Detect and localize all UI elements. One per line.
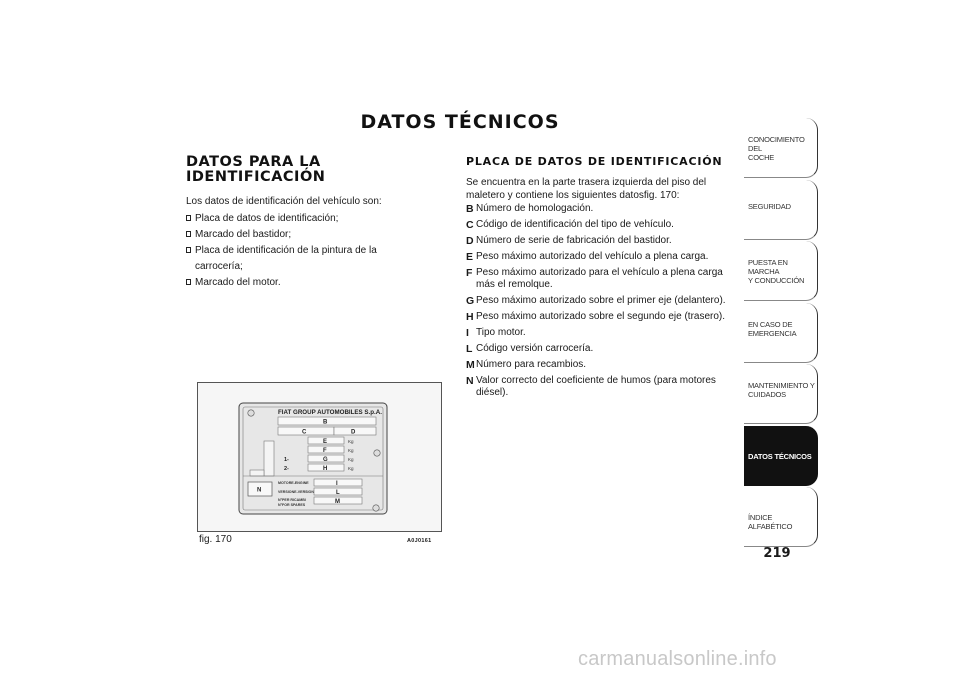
tab-label: DATOS TÉCNICOS: [748, 451, 812, 461]
tab-en-caso-de-emergencia[interactable]: [744, 303, 818, 363]
field-key: E: [466, 251, 474, 263]
section-heading-line1: DATOS PARA LA: [186, 154, 321, 170]
field-key: L: [466, 343, 473, 355]
engine-label: MOTORE-ENGINE: [278, 481, 309, 485]
field-description: Código versión carrocería.: [476, 343, 594, 354]
field-label: B: [323, 419, 328, 426]
identification-plate-section: [466, 155, 726, 403]
section-heading: [186, 155, 426, 185]
tab-puesta-en-marcha[interactable]: [744, 241, 818, 301]
list-item: [466, 267, 726, 295]
list-item: [466, 359, 726, 375]
tab-datos-tecnicos[interactable]: [744, 426, 818, 486]
field-key: M: [466, 359, 475, 371]
tab-label: COCHE: [748, 153, 775, 162]
kg-label: Kg: [348, 466, 354, 471]
plate-field-i: [314, 479, 362, 486]
rivet-icon: [248, 410, 254, 416]
kg-label: Kg: [348, 457, 354, 462]
list-item: [466, 203, 726, 219]
field-description: Peso máximo autorizado sobre el segundo eje (trasero).: [476, 311, 726, 322]
tab-label: CUIDADOS: [748, 390, 786, 399]
plate-fields-list: [466, 203, 726, 403]
spares-label: N°PER RICAMBI: [278, 498, 306, 502]
field-key: G: [466, 295, 475, 307]
tab-label: EN CASO DE: [748, 319, 793, 329]
list-item: [466, 327, 726, 343]
list-item: Marcado del motor.: [186, 275, 426, 291]
list-item: [466, 219, 726, 235]
field-key: B: [466, 203, 474, 215]
list-item: Marcado del bastidor;: [186, 227, 426, 243]
field-label: I: [336, 481, 338, 487]
field-label: D: [351, 429, 356, 436]
field-label: L: [336, 490, 340, 496]
tab-indice-alfabetico[interactable]: [744, 487, 818, 547]
field-description: Código de identificación del tipo de vehículo.: [476, 219, 674, 230]
list-item: Placa de identificación de la pintura de la carrocería;: [186, 243, 426, 275]
spares-label: N°FOR SPARES: [278, 503, 306, 507]
rivet-icon: [374, 450, 380, 456]
chapter-tabs: [744, 118, 818, 549]
field-key: D: [466, 235, 474, 247]
tab-conocimiento-del-coche[interactable]: [744, 118, 818, 178]
field-key: N: [466, 375, 474, 387]
list-item: Placa de datos de identificación;: [186, 211, 426, 227]
field-label: E: [323, 439, 328, 445]
axle-label: 1-: [284, 457, 289, 463]
field-key: H: [466, 311, 474, 323]
field-key: F: [466, 267, 473, 279]
list-item: [466, 375, 726, 403]
plate-stripe: [264, 441, 274, 476]
tab-label: Y CONDUCCIÓN: [748, 276, 805, 285]
figure-caption: fig. 170: [199, 534, 232, 545]
field-label: N: [257, 487, 262, 494]
field-label: M: [335, 499, 340, 505]
tab-label: MANTENIMIENTO Y: [748, 381, 815, 390]
field-label: G: [323, 457, 328, 463]
plate-header: FIAT GROUP AUTOMOBILES S.p.A.: [278, 409, 382, 416]
list-item: [466, 251, 726, 267]
field-label: H: [323, 466, 328, 472]
field-key: I: [466, 327, 469, 339]
identification-plate-drawing: [198, 383, 441, 531]
figure-code: A0J0161: [407, 538, 432, 544]
plate-stripe: [250, 470, 264, 476]
version-label: VERSIONE-VERSION: [278, 490, 314, 494]
field-description: Número de homologación.: [476, 203, 594, 214]
list-item: [466, 311, 726, 327]
tab-seguridad[interactable]: [744, 180, 818, 240]
field-description: Tipo motor.: [476, 327, 526, 338]
field-key: C: [466, 219, 474, 231]
field-description: Número de serie de fabricación del bastidor.: [476, 235, 672, 246]
identification-data-section: [186, 155, 426, 291]
kg-label: Kg: [348, 439, 354, 444]
section-intro: Se encuentra en la parte trasera izquierda del piso del maletero y contiene los siguientes datosfig. 170:: [466, 177, 707, 201]
field-description: Peso máximo autorizado sobre el primer eje (delantero).: [476, 295, 726, 306]
kg-label: Kg: [348, 448, 354, 453]
field-description: Valor correcto del coeficiente de humos (para motores diésel).: [476, 375, 716, 398]
watermark: carmanualsonline.info: [578, 648, 777, 670]
field-label: C: [302, 429, 307, 436]
list-item: [466, 343, 726, 359]
field-description: Número para recambios.: [476, 359, 587, 370]
section-heading-line2: IDENTIFICACIÓN: [186, 169, 326, 185]
section-heading: PLACA DE DATOS DE IDENTIFICACIÓN: [466, 155, 723, 168]
plate-illustration: [197, 382, 442, 532]
identification-list: [186, 211, 426, 291]
tab-label: ÍNDICE ALFABÉTICO: [748, 513, 793, 531]
axle-label: 2-: [284, 466, 289, 472]
field-description: Peso máximo autorizado del vehículo a plena carga.: [476, 251, 709, 262]
list-item: [466, 295, 726, 311]
tab-label: PUESTA EN MARCHA: [748, 258, 788, 276]
tab-mantenimiento-y-cuidados[interactable]: [744, 364, 818, 424]
section-intro: Los datos de identificación del vehículo son:: [186, 196, 382, 207]
rivet-icon: [373, 505, 379, 511]
field-description: Peso máximo autorizado para el vehículo a plena carga más el remolque.: [476, 267, 723, 290]
page-title: DATOS TÉCNICOS: [360, 111, 560, 133]
field-label: F: [323, 448, 327, 454]
page-number: 219: [763, 546, 791, 561]
list-item: [466, 235, 726, 251]
tab-label: SEGURIDAD: [748, 201, 791, 211]
tab-label: EMERGENCIA: [748, 328, 797, 338]
tab-label: CONOCIMIENTO DEL: [748, 135, 805, 153]
